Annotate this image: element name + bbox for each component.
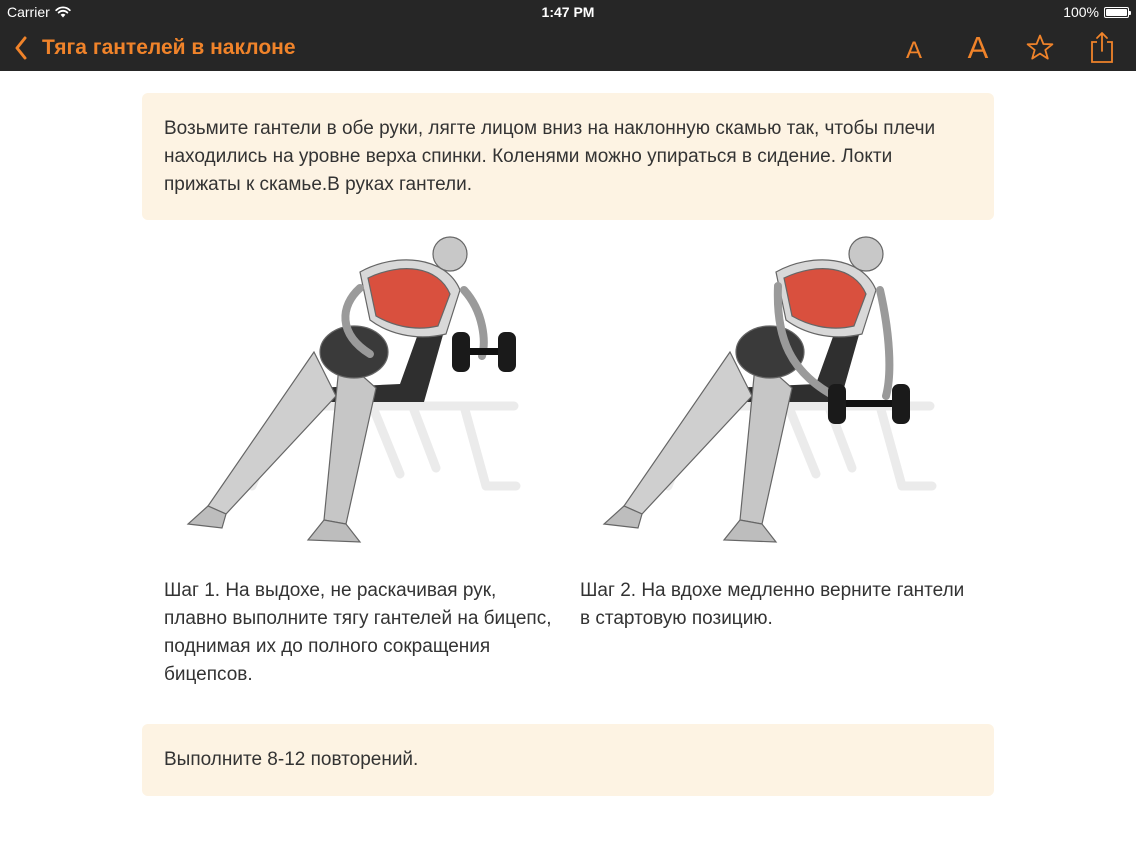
dumbbell: [828, 384, 910, 424]
back-button[interactable]: [14, 33, 296, 63]
intro-card: [142, 93, 994, 220]
increase-font-button[interactable]: A: [967, 30, 989, 65]
intro-text: Возьмите гантели в обе руки, лягте лицом вниз на наклонную скамью так, чтобы плечи находились на уровне верха спинки. Коленями можно упираться в сидение. Локти прижаты к скамье.В руках гантели.: [164, 118, 936, 195]
step-1-text: Шаг 1. На выдохе, не раскачивая рук, плавно выполните тягу гантелей на бицепс, поднимая их до полного сокращения бицепсов.: [164, 580, 552, 685]
share-icon: [1089, 31, 1115, 65]
status-bar: [0, 0, 1136, 24]
star-icon: [1025, 33, 1055, 63]
page-title: Тяга гантелей в наклоне: [42, 36, 296, 59]
step-2-text: Шаг 2. На вдохе медленно верните гантели в стартовую позицию.: [580, 580, 965, 629]
share-button[interactable]: [1084, 28, 1120, 68]
decrease-font-button[interactable]: A: [905, 37, 922, 64]
navigation-bar: [0, 24, 1136, 71]
battery-percent: 100%: [1063, 4, 1099, 20]
step-1-illustration: [164, 224, 556, 554]
chevron-left-icon: [14, 36, 28, 60]
repetitions-text: Выполните 8-12 повторений.: [164, 749, 419, 770]
favorite-button[interactable]: [1022, 28, 1058, 68]
carrier-label: Carrier: [7, 4, 50, 20]
clock: 1:47 PM: [541, 4, 595, 20]
battery-indicator: [1063, 4, 1129, 20]
athlete-figure: [604, 237, 889, 542]
battery-icon: [1104, 7, 1129, 18]
step-2-illustration: [580, 224, 972, 554]
repetitions-card: [142, 724, 994, 796]
